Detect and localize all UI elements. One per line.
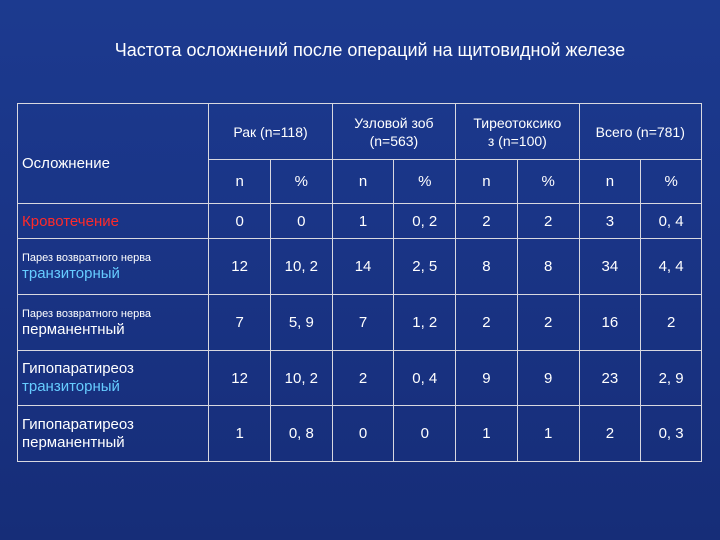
group-header-line: Узловой зоб <box>354 114 434 131</box>
table-row <box>18 204 702 239</box>
table-cell: 9 <box>456 351 518 406</box>
group-header-line: Рак (n=118) <box>233 123 308 140</box>
table-cell: 1, 2 <box>394 295 456 351</box>
group-header-thyrotoxicosis <box>456 104 579 160</box>
table-cell: 9 <box>517 351 579 406</box>
row-label <box>18 295 209 351</box>
group-header-line: з (n=100) <box>487 132 547 149</box>
table-cell: 0 <box>394 406 456 462</box>
row-label-prefix: Гипопаратиреоз <box>22 360 134 377</box>
group-header-line: (n=563) <box>369 132 419 149</box>
table-row <box>18 406 702 462</box>
row-label-main: транзиторный <box>22 378 120 395</box>
table-cell: 5, 9 <box>271 295 333 351</box>
table-cell: 12 <box>209 351 271 406</box>
slide-title: Частота осложнений после операций на щитовидной железе <box>114 40 626 60</box>
table-cell: 0 <box>209 204 271 239</box>
row-label-prefix: Парез возвратного нерва <box>22 251 152 264</box>
table-cell: 2 <box>579 406 641 462</box>
table-cell: 10, 2 <box>271 351 333 406</box>
row-label-prefix: Гипопаратиреоз <box>22 415 134 433</box>
row-label-main: Кровотечение <box>22 212 119 230</box>
subheader-cell: n <box>209 160 271 204</box>
table-cell: 2 <box>456 295 518 351</box>
group-header-line: Тиреотоксико <box>473 114 562 131</box>
table-cell: 1 <box>517 406 579 462</box>
table-cell: 2 <box>332 351 394 406</box>
table-cell: 16 <box>579 295 641 351</box>
table-cell: 0, 2 <box>394 204 456 239</box>
complications-table <box>17 103 702 462</box>
row-label <box>18 351 209 406</box>
row-label <box>18 406 209 462</box>
table-cell: 12 <box>209 239 271 295</box>
table-cell: 0, 8 <box>271 406 333 462</box>
table-row <box>18 351 702 406</box>
table-cell: 34 <box>579 239 641 295</box>
subheader-cell: % <box>517 160 579 204</box>
header-row-groups <box>18 104 702 160</box>
subheader-cell: n <box>579 160 641 204</box>
table-cell: 14 <box>332 239 394 295</box>
table-row <box>18 239 702 295</box>
table-cell: 0, 4 <box>394 351 456 406</box>
table-cell: 2, 9 <box>641 351 702 406</box>
row-label-main: перманентный <box>22 433 125 451</box>
table-cell: 2, 5 <box>394 239 456 295</box>
group-header-line: Всего (n=781) <box>595 123 685 140</box>
group-header-cancer <box>209 104 332 160</box>
subheader-cell: n <box>456 160 518 204</box>
subheader-cell: % <box>641 160 702 204</box>
table-cell: 8 <box>456 239 518 295</box>
row-label <box>18 204 209 239</box>
table-cell: 0 <box>271 204 333 239</box>
table-cell: 0 <box>332 406 394 462</box>
table-cell: 0, 4 <box>641 204 702 239</box>
table-cell: 2 <box>456 204 518 239</box>
corner-header: Осложнение <box>18 104 209 204</box>
row-label-main: транзиторный <box>22 264 120 282</box>
row-label-prefix: Парез возвратного нерва <box>22 307 152 320</box>
table-cell: 1 <box>209 406 271 462</box>
group-header-nodular-goiter <box>332 104 455 160</box>
table-cell: 1 <box>456 406 518 462</box>
table-row <box>18 295 702 351</box>
table-cell: 4, 4 <box>641 239 702 295</box>
table-cell: 0, 3 <box>641 406 702 462</box>
table-cell: 10, 2 <box>271 239 333 295</box>
table-cell: 2 <box>517 295 579 351</box>
subheader-cell: % <box>271 160 333 204</box>
table-cell: 7 <box>209 295 271 351</box>
table-cell: 23 <box>579 351 641 406</box>
subheader-cell: % <box>394 160 456 204</box>
table-cell: 2 <box>641 295 702 351</box>
table-cell: 3 <box>579 204 641 239</box>
group-header-total <box>579 104 701 160</box>
row-label <box>18 239 209 295</box>
table-cell: 8 <box>517 239 579 295</box>
subheader-cell: n <box>332 160 394 204</box>
table-cell: 1 <box>332 204 394 239</box>
row-label-main: перманентный <box>22 320 125 338</box>
table-cell: 7 <box>332 295 394 351</box>
table-cell: 2 <box>517 204 579 239</box>
